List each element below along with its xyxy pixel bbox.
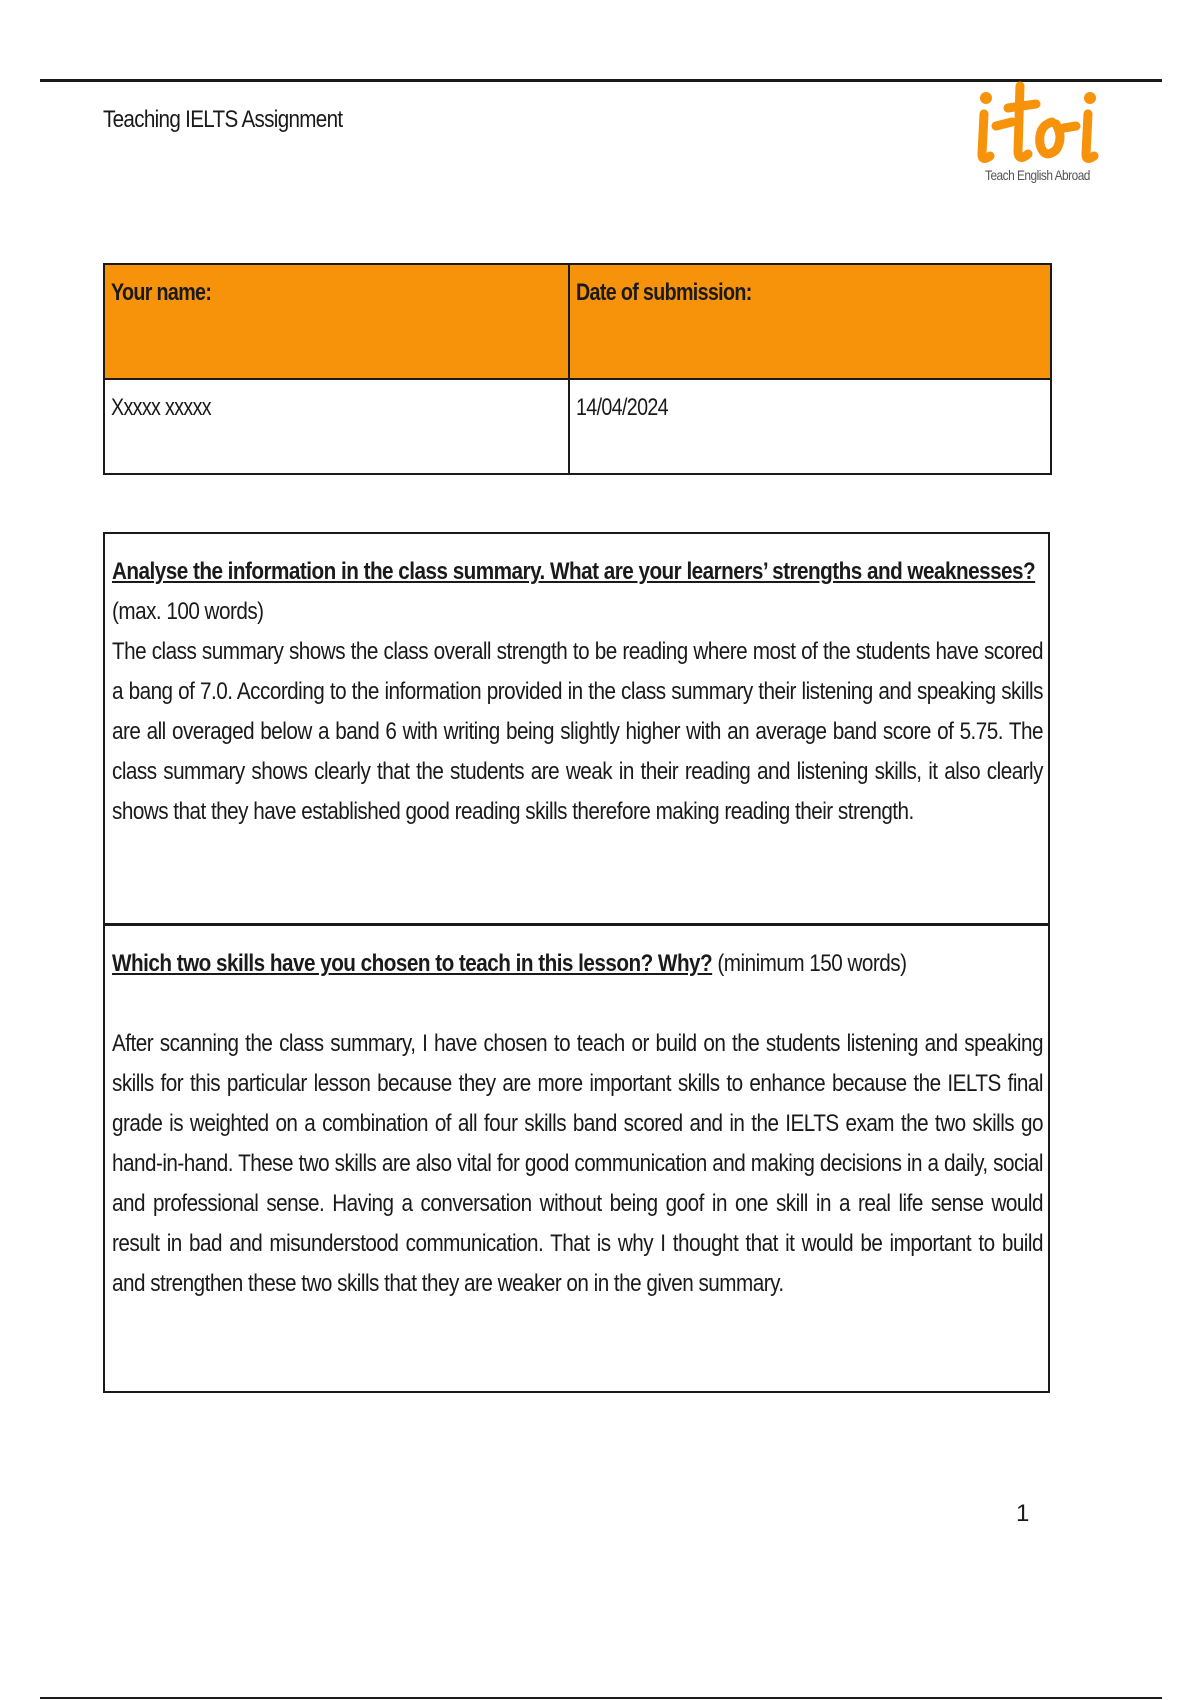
date-label: Date of submission: (576, 279, 752, 306)
question-1-heading (112, 552, 1043, 592)
question-2-title: Which two skills have you chosen to teach in this lesson? Why? (112, 950, 713, 977)
date-value-cell (569, 379, 1051, 474)
date-value: 14/04/2024 (576, 394, 668, 421)
footer-rule (40, 1697, 1162, 1699)
submission-info-table (103, 263, 1052, 475)
name-value-cell (104, 379, 569, 474)
question-1-title: Analyse the information in the class summary. What are your learners’ strengths and weaknesses? (112, 558, 1036, 585)
document-title: Teaching IELTS Assignment (103, 106, 343, 133)
question-2-note: (minimum 150 words) (717, 950, 907, 977)
name-label: Your name: (111, 279, 212, 306)
question-1-note: (max. 100 words) (112, 598, 264, 625)
question-1-box (103, 532, 1050, 925)
info-value-row (104, 379, 1051, 474)
question-2-answer: After scanning the class summary, I have chosen to teach or build on the students listening and speaking skills for this particular lesson because they are more important skills to enhance because the IELTS final grade is weighted on a combination of all four skills band scored and in the IELTS exam the two skills go hand-in-hand. These two skills are also vital for good communication and making decisions in a daily, social and professional sense. Having a conversation without being goof in one skill in a real life sense would result in bad and misunderstood communication. That is why I thought that it would be important to build and strengthen these two skills that they are weaker on in the given summary. (112, 1030, 1043, 1297)
question-2-heading (112, 944, 1043, 984)
question-1-answer: The class summary shows the class overall strength to be reading where most of the students have scored a bang of 7.0. According to the information provided in the class summary their listening and speaking skills are all overaged below a band 6 with writing being slightly higher with an average band score of 5.75. The class summary shows clearly that the students are weak in their reading and listening skills, it also clearly shows that they have established good reading skills therefore making reading their strength. (112, 638, 1043, 825)
info-header-row (104, 264, 1051, 379)
name-label-cell (104, 264, 569, 379)
date-label-cell (569, 264, 1051, 379)
question-2-box (103, 924, 1050, 1393)
name-value: Xxxxx xxxxx (111, 394, 211, 421)
page-number: 1 (1016, 1500, 1030, 1527)
logo-tagline: Teach English Abroad (985, 167, 1090, 183)
